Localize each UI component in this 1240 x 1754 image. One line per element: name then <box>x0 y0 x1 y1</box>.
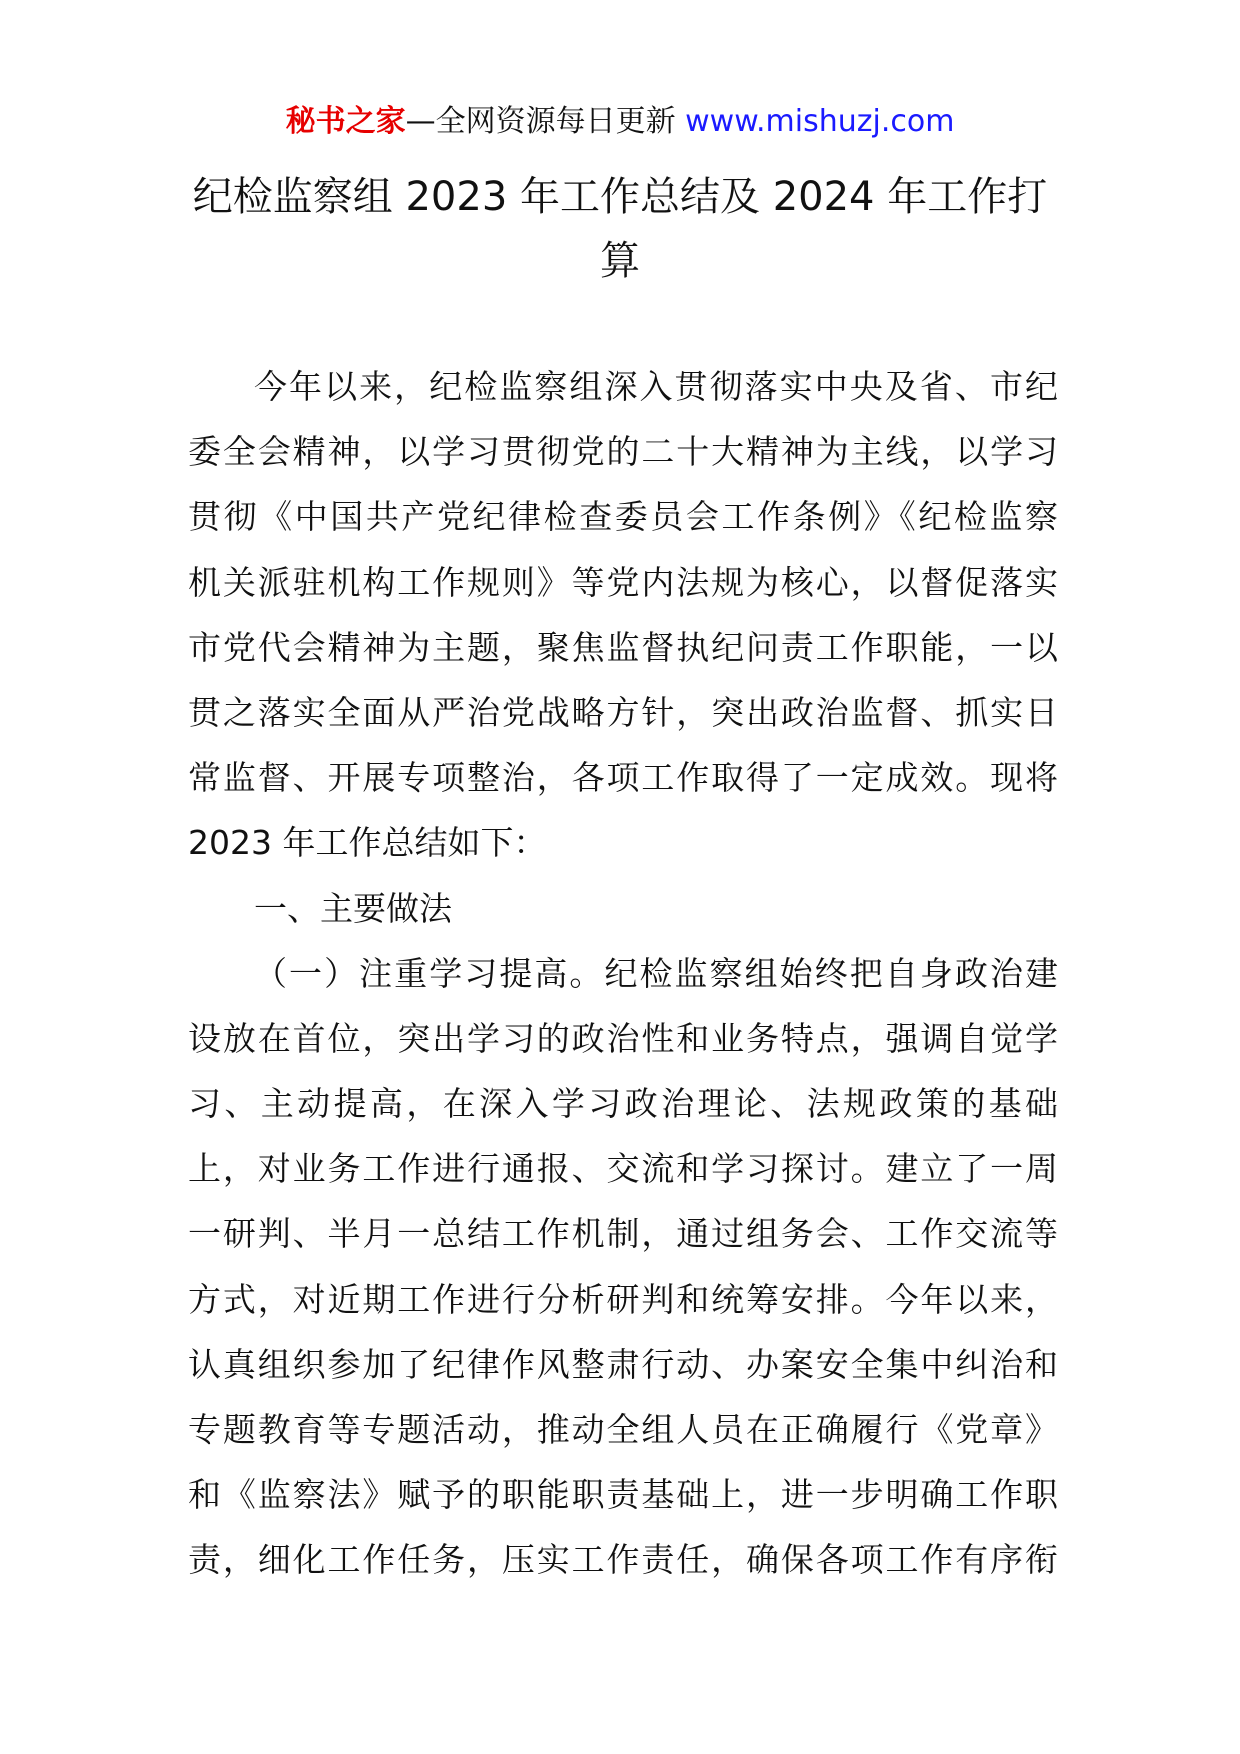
section-heading: 一、主要做法 <box>254 888 452 928</box>
document-body <box>188 354 1058 1593</box>
paragraph-line: 和《监察法》赋予的职能职责基础上，进一步明确工作职 <box>188 1475 1058 1515</box>
paragraph-line: 2023 年工作总结如下： <box>188 823 547 863</box>
title-line-2: 算 <box>600 238 640 284</box>
document-title <box>170 165 1070 293</box>
paragraph-line: 责，细化工作任务，压实工作责任，确保各项工作有序衔 <box>188 1540 1058 1580</box>
paragraph-line: 方式，对近期工作进行分析研判和统筹安排。今年以来， <box>188 1279 1058 1319</box>
paragraph-line: 设放在首位，突出学习的政治性和业务特点，强调自觉学 <box>188 1018 1058 1058</box>
paragraph-line: （一）注重学习提高。纪检监察组始终把自身政治建 <box>254 953 1058 993</box>
paragraph-line: 市党代会精神为主题，聚焦监督执纪问责工作职能，一以 <box>188 627 1058 667</box>
paragraph-line: 习、主动提高，在深入学习政治理论、法规政策的基础 <box>188 1084 1058 1124</box>
title-line-1: 纪检监察组 2023 年工作总结及 2024 年工作打 <box>192 174 1048 220</box>
paragraph-line: 委全会精神，以学习贯彻党的二十大精神为主线，以学习 <box>188 432 1058 472</box>
paragraph-line: 今年以来，纪检监察组深入贯彻落实中央及省、市纪 <box>254 367 1058 406</box>
site-header <box>0 102 1240 142</box>
paragraph-line: 认真组织参加了纪律作风整肃行动、办案安全集中纠治和 <box>188 1344 1058 1384</box>
paragraph-line: 专题教育等专题活动，推动全组人员在正确履行《党章》 <box>188 1410 1058 1449</box>
paragraph-line: 上，对业务工作进行通报、交流和学习探讨。建立了一周 <box>188 1149 1058 1189</box>
header-tagline: —全网资源每日更新 <box>405 104 676 139</box>
paragraph-line: 一研判、半月一总结工作机制，通过组务会、工作交流等 <box>188 1214 1058 1254</box>
paragraph-line: 机关派驻机构工作规则》等党内法规为核心，以督促落实 <box>188 562 1058 602</box>
paragraph-line: 贯之落实全面从严治党战略方针，突出政治监督、抓实日 <box>188 692 1058 732</box>
paragraph-line: 贯彻《中国共产党纪律检查委员会工作条例》《纪检监察 <box>188 497 1058 537</box>
header-url-link[interactable]: www.mishuzj.com <box>685 104 955 139</box>
brand-name: 秘书之家 <box>285 104 406 139</box>
paragraph-line: 常监督、开展专项整治，各项工作取得了一定成效。现将 <box>188 758 1058 798</box>
